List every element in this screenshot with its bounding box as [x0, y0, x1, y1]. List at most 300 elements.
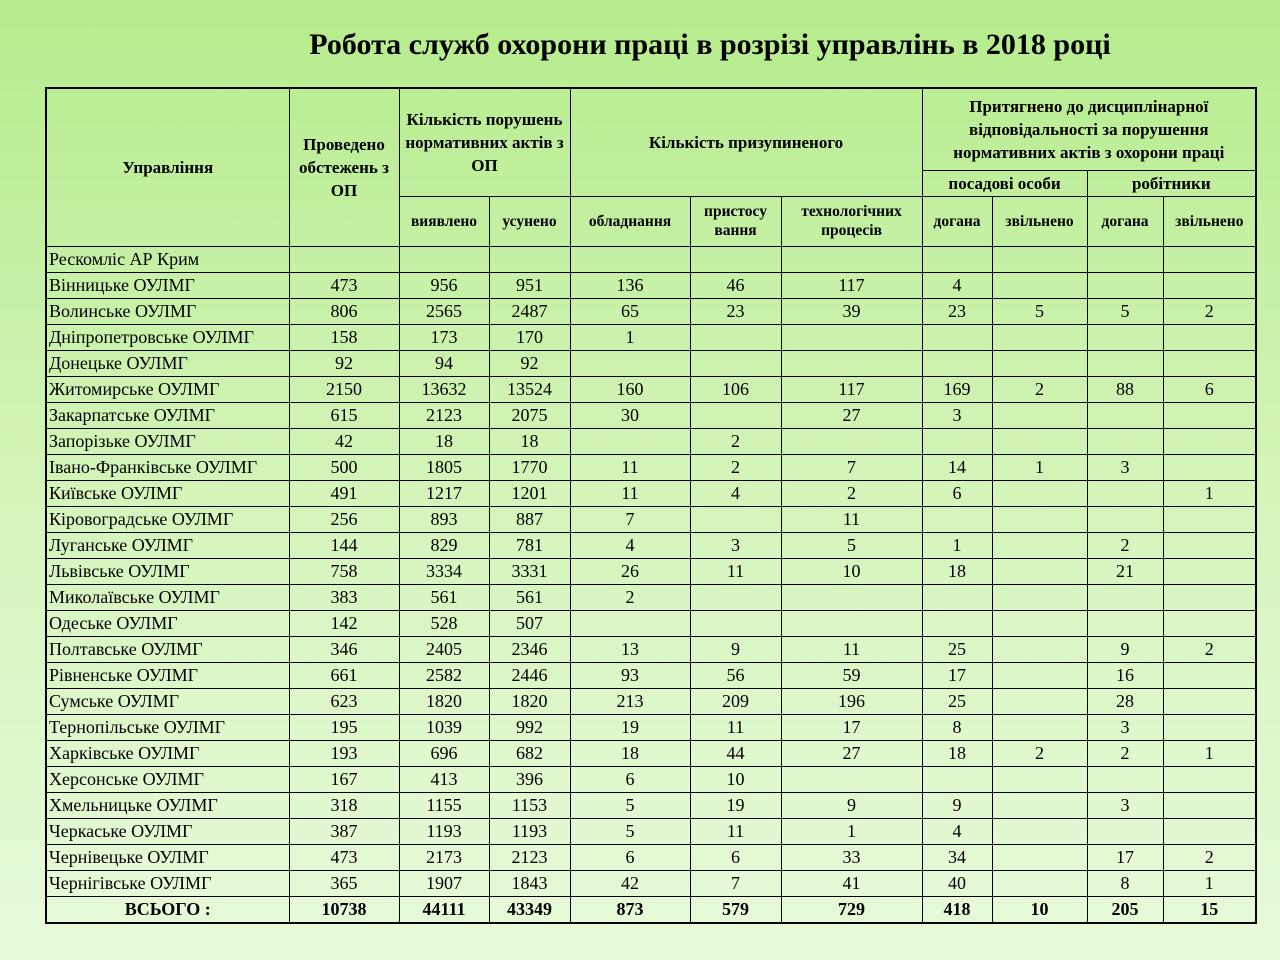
table-cell — [1163, 350, 1256, 376]
table-cell — [992, 246, 1087, 272]
table-cell — [992, 506, 1087, 532]
total-row — [46, 896, 1256, 923]
table-cell: 2446 — [489, 662, 570, 688]
table-cell: 8 — [922, 714, 992, 740]
row-label: Івано-Франківське ОУЛМГ — [46, 454, 289, 480]
table-cell — [690, 246, 781, 272]
table-cell: 696 — [399, 740, 489, 766]
table-cell: 346 — [289, 636, 399, 662]
table-cell: 1 — [1163, 740, 1256, 766]
table-cell: 2075 — [489, 402, 570, 428]
table-cell: 5 — [570, 818, 690, 844]
table-cell: 40 — [922, 870, 992, 896]
table-cell: 173 — [399, 324, 489, 350]
header-detected: виявлено — [399, 196, 489, 246]
table-cell: 23 — [690, 298, 781, 324]
header-equipment: обладнання — [570, 196, 690, 246]
row-label: Сумське ОУЛМГ — [46, 688, 289, 714]
table-cell: 473 — [289, 272, 399, 298]
table-cell: 59 — [781, 662, 922, 688]
table-cell: 2123 — [489, 844, 570, 870]
table-cell — [992, 714, 1087, 740]
table-row — [46, 792, 1256, 818]
table-cell: 1820 — [489, 688, 570, 714]
header-devices: пристосу вання — [690, 196, 781, 246]
table-cell: 106 — [690, 376, 781, 402]
table-cell: 806 — [289, 298, 399, 324]
table-cell: 11 — [690, 558, 781, 584]
table-cell: 6 — [1163, 376, 1256, 402]
table-cell — [992, 350, 1087, 376]
row-label: Луганське ОУЛМГ — [46, 532, 289, 558]
row-label: Хмельницьке ОУЛМГ — [46, 792, 289, 818]
table-cell — [1163, 714, 1256, 740]
table-cell: 18 — [570, 740, 690, 766]
table-cell: 2 — [1163, 298, 1256, 324]
table-cell: 7 — [781, 454, 922, 480]
table-row — [46, 324, 1256, 350]
table-row — [46, 454, 1256, 480]
table-cell — [992, 584, 1087, 610]
table-cell: 1 — [1163, 480, 1256, 506]
table-cell: 195 — [289, 714, 399, 740]
row-label: ВСЬОГО : — [46, 896, 289, 923]
table-cell — [1087, 610, 1163, 636]
table-cell: 169 — [922, 376, 992, 402]
table-cell: 44111 — [399, 896, 489, 923]
table-cell: 144 — [289, 532, 399, 558]
header-management: Управління — [46, 88, 289, 246]
table-cell: 2 — [570, 584, 690, 610]
table-cell — [922, 324, 992, 350]
table-cell: 41 — [781, 870, 922, 896]
header-officials-reprimand: догана — [922, 196, 992, 246]
table-cell: 11 — [570, 454, 690, 480]
table-cell: 2 — [690, 428, 781, 454]
table-cell — [690, 610, 781, 636]
table-cell: 167 — [289, 766, 399, 792]
table-cell — [781, 766, 922, 792]
table-cell — [992, 766, 1087, 792]
table-cell: 2 — [1087, 532, 1163, 558]
row-label: Запорізьке ОУЛМГ — [46, 428, 289, 454]
table-cell — [1087, 428, 1163, 454]
table-row — [46, 246, 1256, 272]
table-cell: 2 — [781, 480, 922, 506]
table-cell: 1 — [570, 324, 690, 350]
table-cell: 8 — [1087, 870, 1163, 896]
table-cell: 34 — [922, 844, 992, 870]
table-cell — [992, 324, 1087, 350]
table-cell: 3 — [690, 532, 781, 558]
table-cell: 18 — [489, 428, 570, 454]
table-cell: 951 — [489, 272, 570, 298]
row-label: Рівненське ОУЛМГ — [46, 662, 289, 688]
table-cell: 2 — [1087, 740, 1163, 766]
table-row — [46, 532, 1256, 558]
header-officials: посадові особи — [922, 170, 1087, 196]
table-row — [46, 376, 1256, 402]
table-cell: 2 — [1163, 844, 1256, 870]
table-cell: 6 — [922, 480, 992, 506]
row-label: Харківське ОУЛМГ — [46, 740, 289, 766]
table-cell: 11 — [781, 506, 922, 532]
table-cell: 6 — [570, 766, 690, 792]
table-cell: 17 — [1087, 844, 1163, 870]
table-cell: 4 — [922, 272, 992, 298]
table-cell: 2 — [992, 740, 1087, 766]
page-title: Робота служб охорони праці в розрізі управлінь в 2018 році — [309, 28, 1111, 61]
table-cell: 3 — [1087, 714, 1163, 740]
table-row — [46, 272, 1256, 298]
table-cell: 1 — [781, 818, 922, 844]
table-cell: 142 — [289, 610, 399, 636]
table-cell: 43349 — [489, 896, 570, 923]
table-row — [46, 714, 1256, 740]
table-cell: 46 — [690, 272, 781, 298]
table-cell: 14 — [922, 454, 992, 480]
table-cell: 158 — [289, 324, 399, 350]
header-workers-reprimand: догана — [1087, 196, 1163, 246]
table-cell: 117 — [781, 272, 922, 298]
table-cell — [992, 558, 1087, 584]
table-cell: 1039 — [399, 714, 489, 740]
table-cell: 5 — [1087, 298, 1163, 324]
table-cell — [992, 532, 1087, 558]
table-cell: 1155 — [399, 792, 489, 818]
table-cell: 94 — [399, 350, 489, 376]
table-cell — [1163, 532, 1256, 558]
table-cell: 873 — [570, 896, 690, 923]
row-label: Полтавське ОУЛМГ — [46, 636, 289, 662]
table-cell: 1 — [992, 454, 1087, 480]
table-cell: 13632 — [399, 376, 489, 402]
table-cell — [1163, 610, 1256, 636]
row-label: Чернігівське ОУЛМГ — [46, 870, 289, 896]
table-cell: 2565 — [399, 298, 489, 324]
header-officials-dismissed: звільнено — [992, 196, 1087, 246]
row-label: Львівське ОУЛМГ — [46, 558, 289, 584]
table-cell: 213 — [570, 688, 690, 714]
table-cell: 4 — [570, 532, 690, 558]
table-cell: 5 — [992, 298, 1087, 324]
table-cell: 92 — [489, 350, 570, 376]
table-cell — [570, 610, 690, 636]
table-cell: 4 — [922, 818, 992, 844]
table-cell — [992, 662, 1087, 688]
table-cell: 893 — [399, 506, 489, 532]
table-cell — [489, 246, 570, 272]
table-cell: 9 — [781, 792, 922, 818]
table-cell — [781, 350, 922, 376]
table-cell: 418 — [922, 896, 992, 923]
table-cell: 3334 — [399, 558, 489, 584]
table-row — [46, 662, 1256, 688]
table-cell: 1770 — [489, 454, 570, 480]
table-cell: 500 — [289, 454, 399, 480]
table-cell: 561 — [399, 584, 489, 610]
table-row — [46, 844, 1256, 870]
row-label: Миколаївське ОУЛМГ — [46, 584, 289, 610]
table-cell: 18 — [922, 740, 992, 766]
table-cell: 10 — [781, 558, 922, 584]
table-cell — [1087, 766, 1163, 792]
table-cell: 11 — [690, 714, 781, 740]
table-cell — [1163, 584, 1256, 610]
table-cell: 9 — [1087, 636, 1163, 662]
table-cell: 992 — [489, 714, 570, 740]
table-cell: 2150 — [289, 376, 399, 402]
table-cell: 1153 — [489, 792, 570, 818]
table-cell — [922, 506, 992, 532]
table-cell — [289, 246, 399, 272]
table-row — [46, 506, 1256, 532]
table-cell — [690, 584, 781, 610]
table-cell: 18 — [922, 558, 992, 584]
header-workers: робітники — [1087, 170, 1256, 196]
table-cell: 365 — [289, 870, 399, 896]
table-cell: 1843 — [489, 870, 570, 896]
table-cell: 661 — [289, 662, 399, 688]
table-cell: 561 — [489, 584, 570, 610]
table-cell: 6 — [570, 844, 690, 870]
table-cell: 42 — [289, 428, 399, 454]
table-cell — [781, 324, 922, 350]
table-row — [46, 818, 1256, 844]
table-cell — [1163, 662, 1256, 688]
header-processes: технологічних процесів — [781, 196, 922, 246]
header-workers-dismissed: звільнено — [1163, 196, 1256, 246]
table-cell — [1087, 324, 1163, 350]
table-cell: 117 — [781, 376, 922, 402]
table-cell: 39 — [781, 298, 922, 324]
table-cell: 136 — [570, 272, 690, 298]
table-cell: 1193 — [489, 818, 570, 844]
table-cell: 170 — [489, 324, 570, 350]
table-cell — [1087, 584, 1163, 610]
table-cell: 491 — [289, 480, 399, 506]
table-cell: 193 — [289, 740, 399, 766]
table-cell: 758 — [289, 558, 399, 584]
table-cell: 11 — [570, 480, 690, 506]
table-cell: 5 — [781, 532, 922, 558]
table-cell: 256 — [289, 506, 399, 532]
table-cell: 2346 — [489, 636, 570, 662]
table-cell — [1087, 350, 1163, 376]
table-cell — [1163, 688, 1256, 714]
table-cell: 28 — [1087, 688, 1163, 714]
table-cell — [690, 402, 781, 428]
table-cell — [992, 402, 1087, 428]
table-cell: 93 — [570, 662, 690, 688]
table-cell: 17 — [922, 662, 992, 688]
table-cell — [992, 688, 1087, 714]
table-cell — [570, 428, 690, 454]
table-cell: 25 — [922, 636, 992, 662]
row-label: Вінницьке ОУЛМГ — [46, 272, 289, 298]
table-cell: 17 — [781, 714, 922, 740]
table-cell: 10 — [992, 896, 1087, 923]
table-cell: 23 — [922, 298, 992, 324]
table-cell: 44 — [690, 740, 781, 766]
table-cell: 579 — [690, 896, 781, 923]
table-cell — [1087, 818, 1163, 844]
table-cell: 88 — [1087, 376, 1163, 402]
table-cell — [1163, 558, 1256, 584]
table-row — [46, 636, 1256, 662]
table-cell: 19 — [570, 714, 690, 740]
table-cell — [922, 428, 992, 454]
table-cell: 1201 — [489, 480, 570, 506]
table-cell — [922, 766, 992, 792]
table-cell — [1087, 402, 1163, 428]
table-cell — [992, 792, 1087, 818]
row-label: Дніпропетровське ОУЛМГ — [46, 324, 289, 350]
table-row — [46, 740, 1256, 766]
table-cell — [1163, 792, 1256, 818]
table-cell: 1820 — [399, 688, 489, 714]
table-cell — [1163, 766, 1256, 792]
table-cell: 11 — [781, 636, 922, 662]
table-row — [46, 584, 1256, 610]
table-cell — [690, 350, 781, 376]
table-cell: 2582 — [399, 662, 489, 688]
table-cell — [992, 870, 1087, 896]
table-cell: 729 — [781, 896, 922, 923]
row-label: Житомирське ОУЛМГ — [46, 376, 289, 402]
table-cell: 15 — [1163, 896, 1256, 923]
table-cell — [781, 584, 922, 610]
table-cell — [922, 610, 992, 636]
table-cell: 2 — [992, 376, 1087, 402]
table-cell: 10738 — [289, 896, 399, 923]
table-cell: 33 — [781, 844, 922, 870]
table-cell — [992, 272, 1087, 298]
table-cell: 3 — [1087, 792, 1163, 818]
table-cell: 4 — [690, 480, 781, 506]
table-cell: 956 — [399, 272, 489, 298]
table-cell: 473 — [289, 844, 399, 870]
table-cell — [922, 246, 992, 272]
table-cell: 30 — [570, 402, 690, 428]
table-cell: 396 — [489, 766, 570, 792]
table-cell: 3 — [1087, 454, 1163, 480]
table-cell: 18 — [399, 428, 489, 454]
table-cell: 21 — [1087, 558, 1163, 584]
table-cell: 318 — [289, 792, 399, 818]
table-cell — [922, 584, 992, 610]
table-cell: 27 — [781, 402, 922, 428]
table-cell — [922, 350, 992, 376]
table-cell: 56 — [690, 662, 781, 688]
table-row — [46, 688, 1256, 714]
table-cell: 2 — [1163, 636, 1256, 662]
table-cell: 26 — [570, 558, 690, 584]
table-cell: 19 — [690, 792, 781, 818]
row-label: Київське ОУЛМГ — [46, 480, 289, 506]
row-label: Черкаське ОУЛМГ — [46, 818, 289, 844]
table-cell — [992, 844, 1087, 870]
table-row — [46, 428, 1256, 454]
table-cell: 1193 — [399, 818, 489, 844]
table-cell — [1163, 454, 1256, 480]
header-inspections: Проведено обстежень з ОП — [289, 88, 399, 246]
table-cell: 5 — [570, 792, 690, 818]
row-label: Рескомліс АР Крим — [46, 246, 289, 272]
table-cell — [1087, 506, 1163, 532]
table-cell: 6 — [690, 844, 781, 870]
table-row — [46, 610, 1256, 636]
table-cell: 1 — [1163, 870, 1256, 896]
table-cell: 387 — [289, 818, 399, 844]
table-cell: 3331 — [489, 558, 570, 584]
safety-report-table — [45, 87, 1257, 924]
table-cell: 1805 — [399, 454, 489, 480]
table-cell — [570, 246, 690, 272]
table-cell — [1163, 324, 1256, 350]
table-cell — [690, 324, 781, 350]
table-cell — [570, 350, 690, 376]
table-cell: 11 — [690, 818, 781, 844]
table-cell: 42 — [570, 870, 690, 896]
table-cell — [781, 246, 922, 272]
table-cell: 1217 — [399, 480, 489, 506]
table-cell: 507 — [489, 610, 570, 636]
table-row — [46, 480, 1256, 506]
row-label: Одеське ОУЛМГ — [46, 610, 289, 636]
table-cell: 10 — [690, 766, 781, 792]
table-cell: 2405 — [399, 636, 489, 662]
table-cell: 2487 — [489, 298, 570, 324]
table-row — [46, 402, 1256, 428]
table-cell — [690, 506, 781, 532]
table-body — [46, 246, 1256, 923]
table-cell — [781, 610, 922, 636]
table-cell: 7 — [690, 870, 781, 896]
table-row — [46, 558, 1256, 584]
table-cell: 2123 — [399, 402, 489, 428]
table-row — [46, 298, 1256, 324]
table-cell — [992, 480, 1087, 506]
table-cell: 25 — [922, 688, 992, 714]
table-cell: 2173 — [399, 844, 489, 870]
table-cell: 1907 — [399, 870, 489, 896]
table-cell — [1163, 428, 1256, 454]
table-cell: 829 — [399, 532, 489, 558]
header-eliminated: усунено — [489, 196, 570, 246]
table-row — [46, 870, 1256, 896]
table-cell: 623 — [289, 688, 399, 714]
table-cell — [1087, 246, 1163, 272]
table-cell — [992, 818, 1087, 844]
table-cell — [992, 610, 1087, 636]
row-label: Херсонське ОУЛМГ — [46, 766, 289, 792]
table-cell: 205 — [1087, 896, 1163, 923]
table-cell — [781, 428, 922, 454]
table-cell — [1163, 246, 1256, 272]
table-cell: 65 — [570, 298, 690, 324]
table-cell: 27 — [781, 740, 922, 766]
table-cell: 887 — [489, 506, 570, 532]
table-cell: 209 — [690, 688, 781, 714]
table-cell — [992, 636, 1087, 662]
row-label: Кіровоградське ОУЛМГ — [46, 506, 289, 532]
table-cell: 9 — [922, 792, 992, 818]
table-cell: 2 — [690, 454, 781, 480]
table-cell: 92 — [289, 350, 399, 376]
table-cell — [1163, 402, 1256, 428]
table-cell: 13 — [570, 636, 690, 662]
